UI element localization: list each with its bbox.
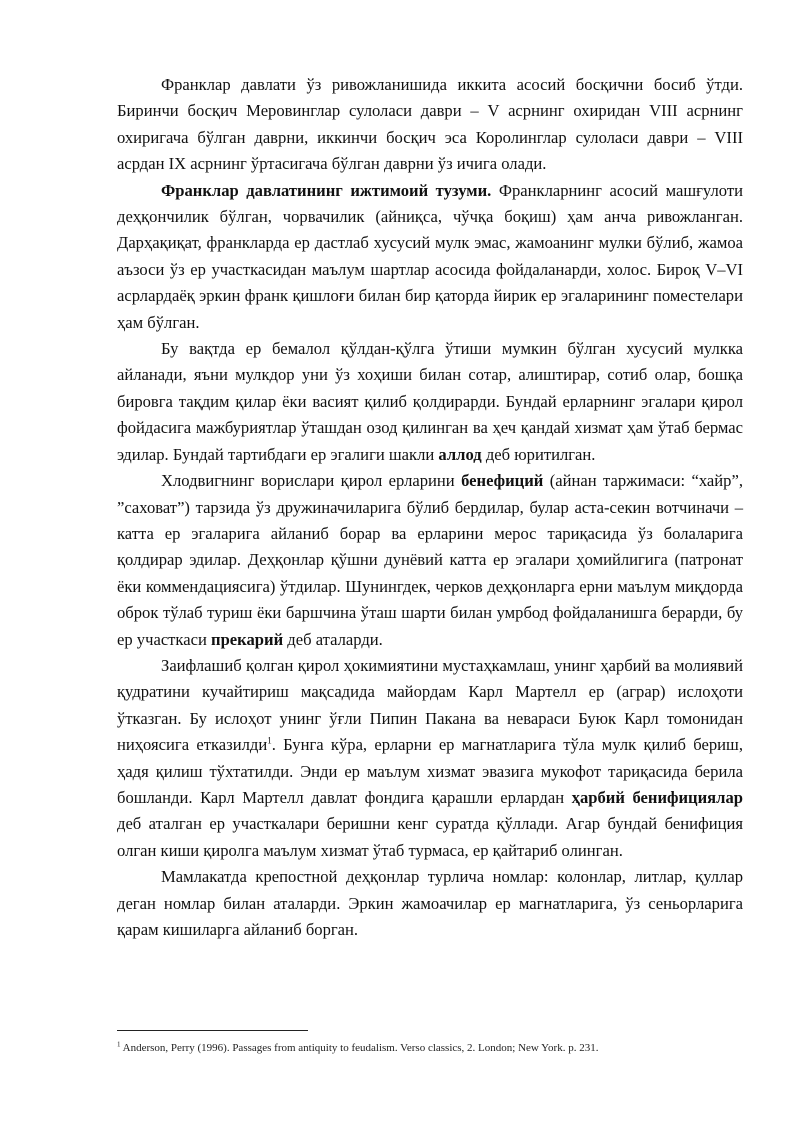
- text-run: Мамлакатда крепостной деҳқонлар турлича номлар: колонлар, литлар, қуллар деган номлар билан аталарди. Эркин жамоачилар ер магнатларига, ўз сеньорларига қарам кишиларга айланиб борган.: [117, 867, 743, 939]
- text-run: деб юритилган.: [481, 444, 596, 464]
- paragraph: [117, 653, 743, 864]
- bold-term: ҳарбий бенифициялар: [571, 787, 743, 807]
- footnote-text: Anderson, Perry (1996). Passages from antiquity to feudalism. Verso classics, 2. London; New York. p. 231.: [120, 1042, 599, 1054]
- footnote-mark: 1: [117, 1040, 121, 1049]
- bold-term: аллод: [438, 444, 482, 464]
- text-run: Бу вақтда ер бемалол қўлдан-қўлга ўтиши мумкин бўлган хусусий мулкка айланади, яъни мулкдор уни ўз хоҳиши билан сотар, алиштирар, сотиб олар, бошқа бировга тақдим қилар ёки васият қилиб қолдирарди. Бундай ерларнинг эгалари қирол фойдасига мажбуриятлар ўташдан озод қилинган ва ҳеч қандай хизмат ҳам ўтаб бермас эдилар. Бундай тартибдаги ер эгалиги шакли: [117, 339, 743, 464]
- text-run: Франклар давлати ўз ривожланишида иккита асосий босқични босиб ўтди. Биринчи босқич Меровинглар сулоласи даври – V асрнинг охиридан VIII асрнинг охиригача бўлган даврни, иккинчи босқич эса Королинглар сулоласи даври – VIII асрдан IX асрнинг ўртасигача бўлган даврни ўз ичига олади.: [117, 75, 743, 174]
- bold-term: Франклар давлатининг ижтимоий тузуми.: [161, 180, 492, 200]
- paragraph: [117, 468, 743, 653]
- text-run: Франкларнинг асосий машғулоти деҳқончилик бўлган, чорвачилик (айниқса, чўчқа боқиш) ҳам анча ривожланган. Дарҳақиқат, франкларда ер дастлаб хусусий мулк эмас, жамоанинг мулки бўлиб, жамоа аъзоси ўз ер участкасидан маълум шартлар асосида фойдаланарди, холос. Бироқ V–VI асрлардаёқ эркин франк қишлоғи билан бир қаторда йирик ер эгаларининг поместелари ҳам бўлган.: [117, 180, 743, 332]
- text-run: . Бунга кўра, ерларни ер магнатларига тўла мулк қилиб бериш, ҳадя қилиш тўхтатилди. Энди ер маълум хизмат эвазига мукофот тариқасида берила бошланди. Карл Мартелл давлат фондига қарашли ерлардан: [117, 735, 743, 807]
- text-run: (айнан таржимаси: “хайр”, ”саховат”) тарзида ўз дружиначиларига бўлиб бердилар, булар аста-секин вотчиначи – катта ер эгаларига айланиб борар ва ерларини мерос тариқасида ўз болаларига қолдирар эдилар. Деҳқонлар қўшни дунёвий катта ер эгалари ҳомийлигига (патронат ёки коммендациясига) ўтдилар. Шунингдек, черков деҳқонларга ерни маълум миқдорда оброк тўлаб туриш ёки баршчина ўташ шарти билан умрбод фойдаланишга берарди, бу ер участкаси: [117, 471, 743, 649]
- footnote: [117, 1041, 757, 1055]
- text-run: деб аталган ер участкалари беришни кенг суратда қўллади. Агар бундай бенифиция олган киши қиролга маълум хизмат ўтаб турмаса, ер қайтариб олинган.: [117, 814, 743, 860]
- paragraph: [117, 178, 743, 336]
- paragraph: [117, 864, 743, 943]
- text-run: деб аталарди.: [283, 629, 383, 649]
- paragraph: [117, 336, 743, 468]
- text-run: Заифлашиб қолган қирол ҳокимиятини мустаҳкамлаш, унинг ҳарбий ва молиявий қудратини кучайтириш мақсадида майордам Карл Мартелл ер (аграр) ислоҳоти ўтказган. Бу ислоҳот унинг ўғли Пипин Пакана ва невараси Буюк Карл томонидан ниҳоясига етказилди: [117, 655, 743, 755]
- body-text: [117, 72, 743, 943]
- bold-term: прекарий: [211, 629, 284, 649]
- footnote-ref: 1: [267, 735, 272, 746]
- bold-term: бенефиций: [461, 471, 544, 491]
- text-run: Хлодвигнинг ворислари қирол ерларини: [161, 471, 462, 491]
- paragraph: [117, 72, 743, 178]
- footnote-separator: [117, 1030, 308, 1031]
